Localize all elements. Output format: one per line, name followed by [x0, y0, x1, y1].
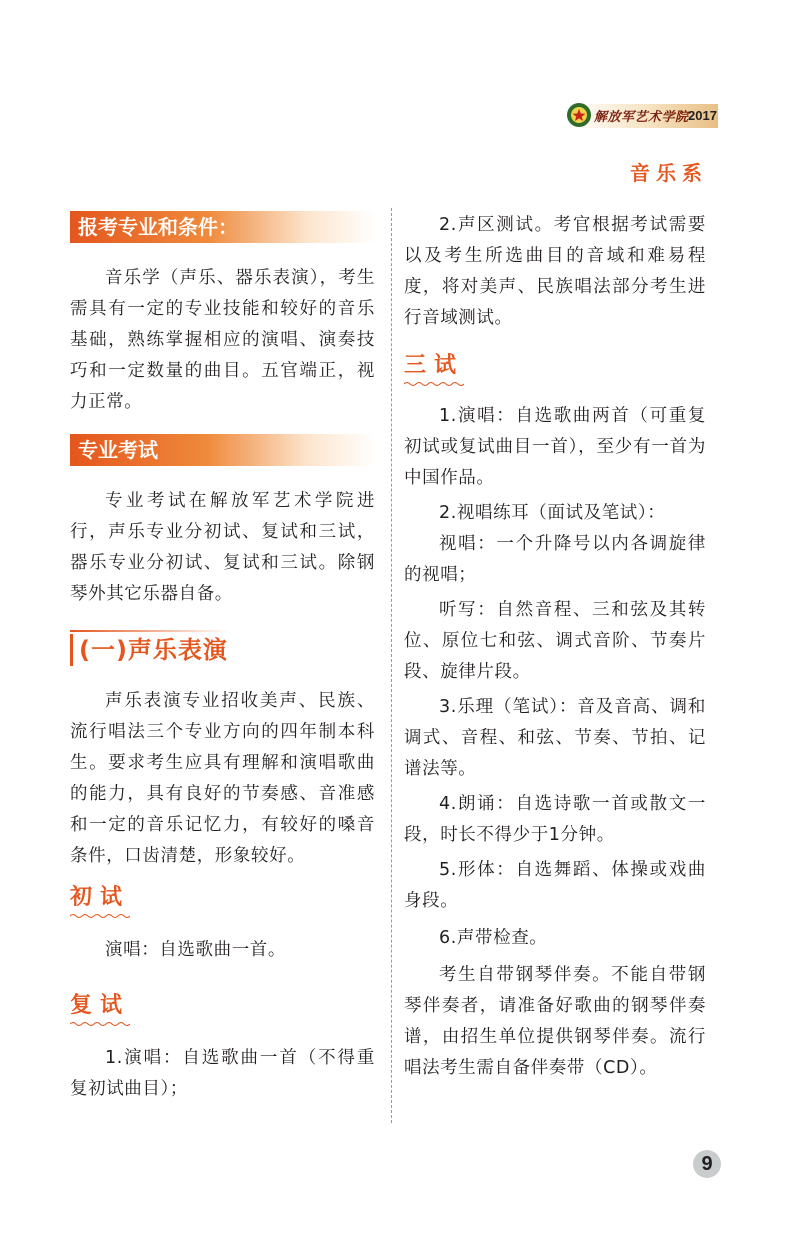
second-round-title	[70, 988, 130, 1025]
conditions-paragraph: 音乐学（声乐、器乐表演），考生需具有一定的专业技能和较好的音乐基础，熟练掌握相应的演唱、演奏技巧和一定数量的曲目。五官端正，视力正常。	[70, 268, 375, 412]
third-round-item-5: 5.形体：自选舞蹈、体操或戏曲身段。	[404, 860, 706, 911]
exam-banner-label: 专业考试	[78, 438, 158, 462]
year-label: 2017	[688, 108, 717, 123]
first-round-item: 演唱：自选歌曲一首。	[105, 940, 286, 960]
first-round-title-text: 初试	[70, 885, 131, 910]
third-round-dictation: 听写：自然音程、三和弦及其转位、原位七和弦、调式音阶、节奏片段、旋律片段。	[404, 600, 706, 682]
vocal-paragraph: 声乐表演专业招收美声、民族、流行唱法三个专业方向的四年制本科生。要求考生应具有理解和演唱歌曲的能力，具有良好的节奏感、音准感和一定的音乐记忆力，有较好的嗓音条件，口齿清楚，形象较好。	[70, 691, 375, 866]
second-round-item-1: 1.演唱：自选歌曲一首（不得重复初试曲目）；	[70, 1048, 375, 1099]
school-logo	[566, 102, 592, 128]
third-round-title-text: 三试	[404, 353, 465, 378]
third-round-title	[404, 348, 464, 385]
department-title: 音乐系	[630, 161, 708, 185]
page-number: 9	[693, 1150, 721, 1178]
wavy-underline	[70, 1021, 130, 1027]
third-round-item-3: 3.乐理（笔试）：音及音高、调和调式、音程、和弦、节奏、节拍、记谱法等。	[404, 697, 706, 779]
second-round-item-2: 2.声区测试。考官根据考试需要以及考生所选曲目的音域和难易程度，将对美声、民族唱法部分考生进行音域测试。	[404, 215, 706, 328]
exam-paragraph: 专业考试在解放军艺术学院进行，声乐专业分初试、复试和三试，器乐专业分初试、复试和三试。除钢琴外其它乐器自备。	[70, 491, 375, 604]
conditions-banner-label: 报考专业和条件：	[78, 215, 238, 239]
third-round-item-6: 6.声带检查。	[439, 928, 548, 948]
wavy-underline	[70, 913, 130, 919]
wavy-underline	[404, 381, 464, 387]
school-name: 解放军艺术学院	[594, 110, 689, 125]
third-round-item-1: 1.演唱：自选歌曲两首（可重复初试或复试曲目一首），至少有一首为中国作品。	[404, 406, 706, 488]
vocal-section-title: (一)声乐表演	[70, 634, 375, 666]
third-round-item-4: 4.朗诵：自选诗歌一首或散文一段，时长不得少于1分钟。	[404, 794, 706, 845]
column-divider	[391, 208, 392, 1123]
left-column	[70, 210, 375, 1105]
right-column	[404, 210, 706, 1084]
conditions-banner	[70, 211, 375, 243]
third-round-item-2: 2.视唱练耳（面试及笔试）：	[439, 503, 666, 523]
second-round-title-text: 复试	[70, 993, 131, 1018]
first-round-title	[70, 880, 130, 917]
exam-banner	[70, 434, 375, 466]
piano-accompaniment-note: 考生自带钢琴伴奏。不能自带钢琴伴奏者，请准备好歌曲的钢琴伴奏谱，由招生单位提供钢琴伴奏。流行唱法考生需自备伴奏带（CD）。	[404, 965, 706, 1078]
third-round-sight-singing: 视唱：一个升降号以内各调旋律的视唱；	[404, 534, 706, 585]
